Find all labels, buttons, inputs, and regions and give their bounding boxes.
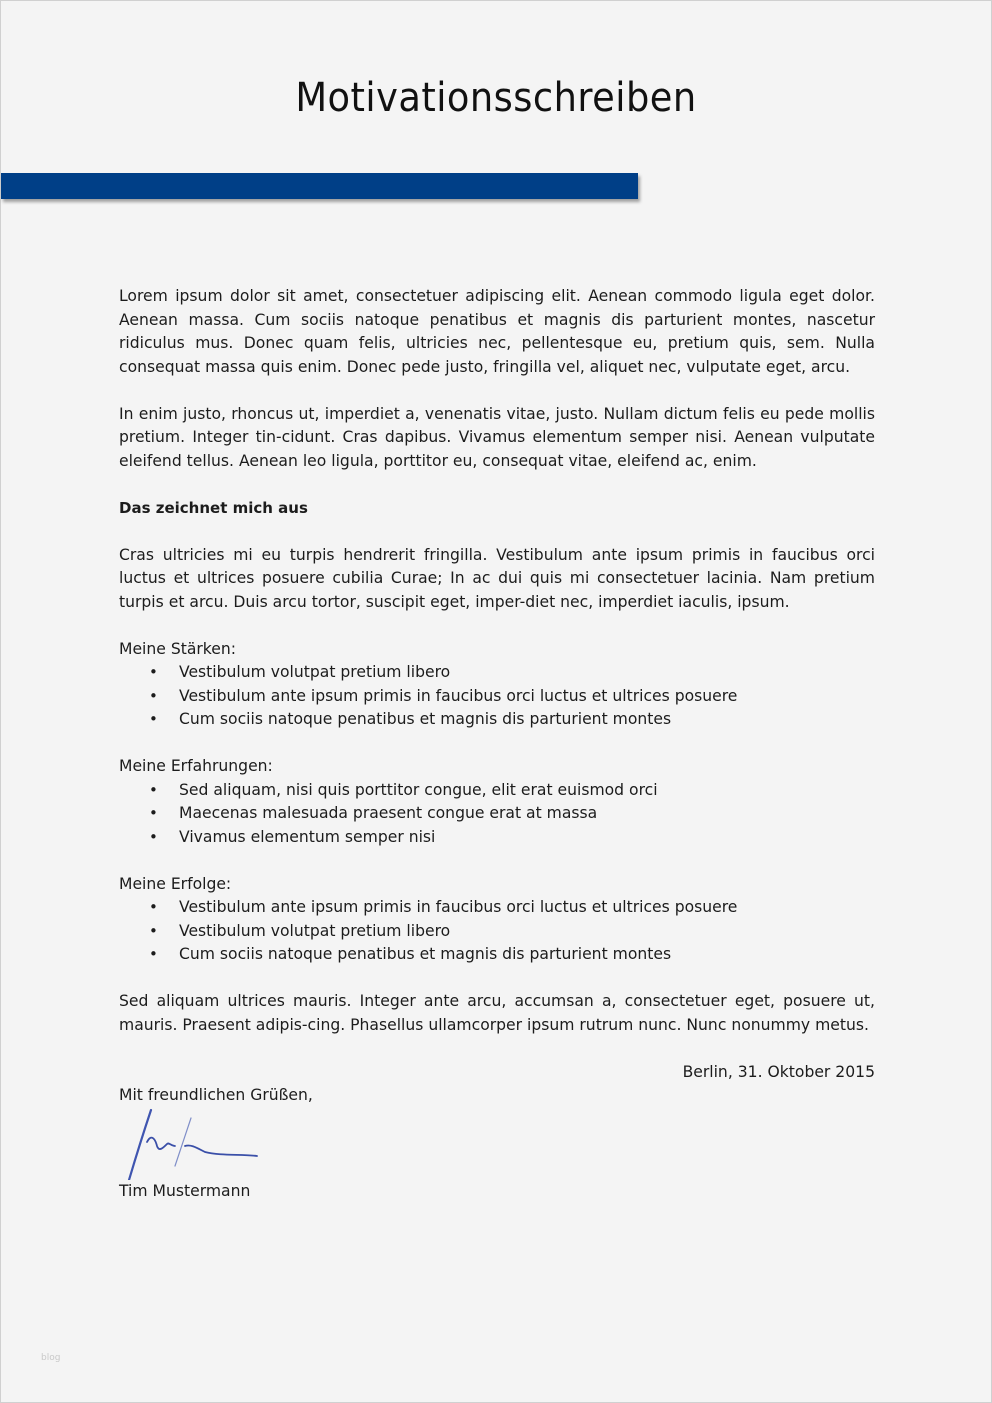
handwritten-signature-icon <box>121 1108 271 1180</box>
list-item: • Vestibulum ante ipsum primis in faucibus orci luctus et ultrices posuere <box>119 896 875 920</box>
list-erfolge <box>119 896 875 967</box>
letter-body <box>119 285 875 1203</box>
bullet-icon: • <box>149 921 158 940</box>
salutation: Mit freundlichen Grüßen, <box>119 1086 313 1104</box>
list-item: • Cum sociis natoque penatibus et magnis dis parturient montes <box>119 943 875 967</box>
signer-name: Tim Mustermann <box>119 1181 251 1200</box>
paragraph-closing-body: Sed aliquam ultrices mauris. Integer ante arcu, accumsan a, consectetuer eget, posuere ut, mauris. Praesent adipis-cing. Phasellus ullamcorper ipsum rutrum nunc. Nunc nonummy metus. <box>119 992 875 1034</box>
bullet-icon: • <box>149 780 158 799</box>
bullet-icon: • <box>149 710 158 728</box>
list-label-staerken: Meine Stärken: <box>119 639 236 658</box>
accent-bar <box>1 173 638 199</box>
list-label-erfahrungen: Meine Erfahrungen: <box>119 757 273 775</box>
list-erfahrungen <box>119 779 875 850</box>
list-staerken <box>119 661 875 732</box>
section-heading: Das zeichnet mich aus <box>119 498 308 517</box>
bullet-icon: • <box>149 945 158 963</box>
list-item: • Vestibulum volutpat pretium libero <box>119 920 875 944</box>
bullet-icon: • <box>149 898 158 916</box>
paragraph-intro-2: In enim justo, rhoncus ut, imperdiet a, venenatis vitae, justo. Nullam dictum felis eu pede mollis pretium. Integer tin-cidunt. Cras dapibus. Vivamus elementum semper nisi. Aenean vulputate eleifend tellus. Aenean leo ligula, porttitor eu, consequat vitae, eleifend ac, enim. <box>119 404 875 470</box>
page-title: Motivationsschreiben <box>295 75 697 121</box>
list-item: • Vestibulum ante ipsum primis in faucibus orci luctus et ultrices posuere <box>119 685 875 709</box>
bullet-icon: • <box>149 804 158 822</box>
list-label-erfolge: Meine Erfolge: <box>119 874 232 893</box>
watermark-text: blog <box>41 1353 61 1363</box>
bullet-icon: • <box>149 686 158 705</box>
list-item: • Sed aliquam, nisi quis porttitor congue, elit erat euismod orci <box>119 779 875 803</box>
list-item: • Vivamus elementum semper nisi <box>119 826 875 850</box>
bullet-icon: • <box>149 827 158 846</box>
paragraph-intro-1: Lorem ipsum dolor sit amet, consectetuer adipiscing elit. Aenean commodo ligula eget dolor. Aenean massa. Cum sociis natoque penatibus et magnis dis parturient montes, nascetur ridiculus mus. Donec quam felis, ultricies nec, pellentesque eu, pretium quis, sem. Nulla consequat massa quis enim. Donec pede justo, fringilla vel, aliquet nec, vulputate eget, arcu. <box>119 287 875 376</box>
bullet-icon: • <box>149 663 158 681</box>
paragraph-section-body: Cras ultricies mi eu turpis hendrerit fringilla. Vestibulum ante ipsum primis in faucibus orci luctus et ultrices posuere cubilia Curae; In ac dui quis mi consectetuer lacinia. Nam pretium turpis et arcu. Duis arcu tortor, suscipit eget, imper-diet nec, imperdiet iaculis, ipsum. <box>119 545 875 611</box>
list-item: • Maecenas malesuada praesent congue erat at massa <box>119 802 875 826</box>
list-item: • Vestibulum volutpat pretium libero <box>119 661 875 685</box>
list-item: • Cum sociis natoque penatibus et magnis dis parturient montes <box>119 708 875 732</box>
place-date: Berlin, 31. Oktober 2015 <box>682 1062 875 1081</box>
